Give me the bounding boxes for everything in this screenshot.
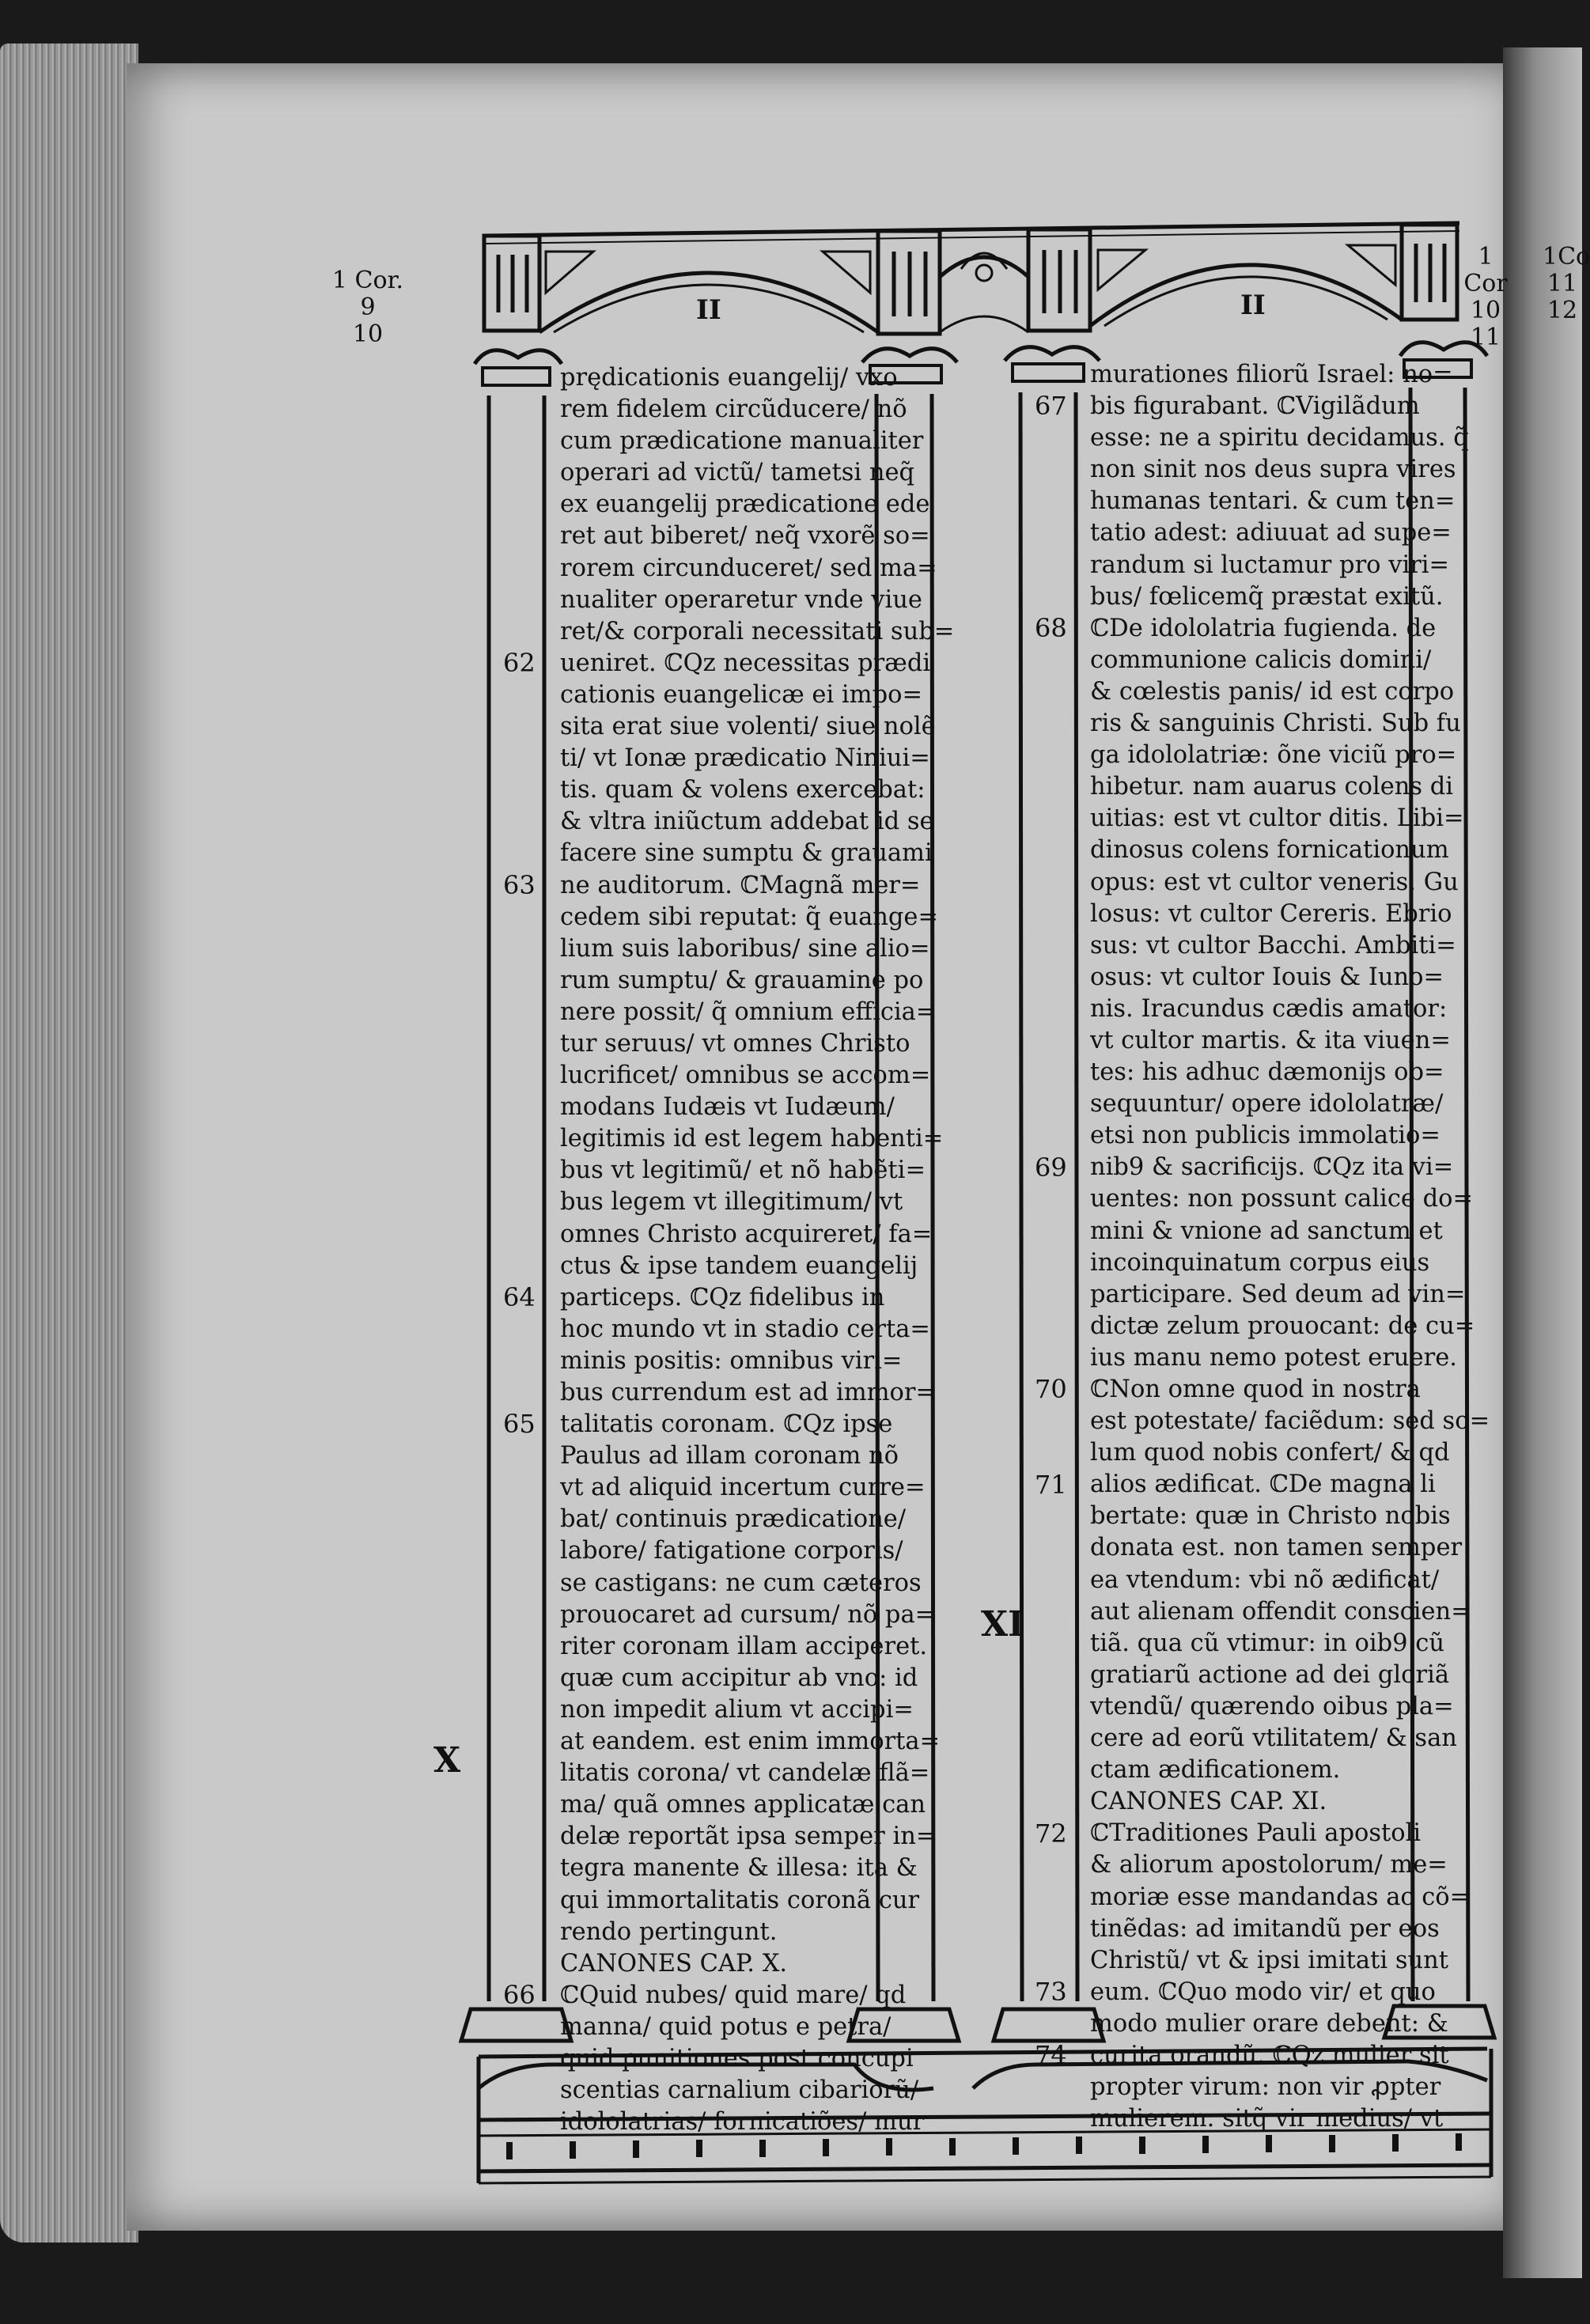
text-line: & vltra iniũctum addebat id se	[560, 808, 934, 836]
text-line: lium suis laboribus/ sine alio=	[560, 934, 930, 963]
margin-reference-item: 9	[360, 293, 376, 321]
text-line: tes: his adhuc dæmonijs ob=	[1090, 1058, 1444, 1087]
text-line: curita orandũ. ℂQz mulier sit	[1090, 2041, 1449, 2069]
text-line: at eandem. est enim immorta=	[560, 1728, 941, 1756]
text-line: osus: vt cultor Iouis & Iuno=	[1090, 963, 1444, 991]
text-line: talitatis coronam. ℂQz ipse	[560, 1410, 893, 1439]
text-line: ueniret. ℂQz necessitas prædi	[560, 649, 931, 677]
text-line: ris & sanguinis Christi. Sub fu	[1090, 710, 1461, 738]
text-line: prouocaret ad cursum/ nõ pa=	[560, 1600, 936, 1629]
text-line: operari ad victũ/ tametsi neq̃	[560, 459, 915, 487]
text-line: rorem circunduceret/ sed ma=	[560, 554, 937, 582]
text-line: incoinquinatum corpus eius	[1090, 1248, 1430, 1277]
column-number-right: II	[1240, 290, 1266, 321]
text-line: communione calicis domini/	[1090, 645, 1432, 674]
text-line: uitias: est vt cultor ditis. Libi=	[1090, 804, 1464, 833]
chapter-marker-xi: XI	[981, 1604, 1024, 1645]
margin-reference-item: 1 Cor	[1463, 243, 1508, 297]
margin-reference-item: 1 Cor.	[331, 267, 404, 294]
text-line: modans Iudæis vt Iudæum/	[560, 1093, 895, 1122]
text-line: mini & vnione ad sanctum et	[1090, 1217, 1443, 1245]
text-line: non sinit nos deus supra vires	[1090, 456, 1456, 484]
text-line: se castigans: ne cum cæteros	[560, 1569, 922, 1597]
text-line: manna/ quid potus e petra/	[560, 2012, 892, 2041]
text-line: rem fidelem circũducere/ nõ	[560, 396, 907, 424]
text-line: ti/ vt Ionæ prædicatio Niniui=	[560, 744, 930, 773]
text-line: particeps. ℂQz fidelibus in	[560, 1283, 885, 1312]
text-line: gratiarũ actione ad dei gloriã	[1090, 1660, 1450, 1689]
section-number: 73	[1035, 1977, 1067, 2008]
section-number: 65	[503, 1409, 536, 1440]
text-line: rendo pertingunt.	[560, 1917, 778, 1946]
text-line: quæ cum accipitur ab vno: id	[560, 1664, 918, 1692]
text-line: moriæ esse mandandas ac cõ=	[1090, 1883, 1471, 1911]
text-line: lucrificet/ omnibus se accom=	[560, 1062, 931, 1090]
text-line: murationes filiorũ Israel: no=	[1090, 361, 1453, 388]
text-line: eum. ℂQuo modo vir/ et quo	[1090, 1978, 1436, 2006]
text-line: & cœlestis panis/ id est corpo	[1090, 677, 1455, 706]
text-line: qui immortalitatis coronã cur	[560, 1886, 920, 1914]
text-line: delæ reportãt ipsa semper in=	[560, 1822, 937, 1851]
text-line: lum quod nobis confert/ & qd	[1090, 1439, 1450, 1467]
text-line: randum si luctamur pro viri=	[1090, 551, 1450, 579]
text-line: idololatrias/ fornicatiões/ mur	[560, 2108, 925, 2137]
page-fore-edge	[0, 44, 138, 2243]
text-line: dinosus colens fornicationum	[1090, 836, 1449, 865]
margin-reference-left	[316, 267, 419, 348]
text-line: bus vt legitimũ/ et nõ habẽti=	[560, 1156, 926, 1185]
text-line: participare. Sed deum ad vin=	[1090, 1280, 1466, 1308]
section-number: 72	[1035, 1818, 1067, 1849]
text-line: propter virum: non vir ꝓpter	[1090, 2073, 1441, 2102]
book-gutter	[1503, 47, 1590, 2278]
section-number: 62	[503, 647, 536, 678]
text-line: tinẽdas: ad imitandũ per eos	[1090, 1914, 1440, 1943]
text-line: tatio adest: adiuuat ad supe=	[1090, 519, 1452, 547]
section-number: 71	[1035, 1469, 1067, 1500]
text-line: vt ad aliquid incertum curre=	[560, 1474, 926, 1502]
text-line: donata est. non tamen semper	[1090, 1534, 1463, 1562]
text-line: nere possit/ q̃ omnium efficia=	[560, 997, 937, 1026]
text-line: vt cultor martis. & ita viuen=	[1090, 1026, 1451, 1054]
text-line: bus currendum est ad immor=	[560, 1379, 937, 1406]
section-number: 67	[1035, 391, 1067, 422]
text-line: cationis euangelicæ ei impo=	[560, 680, 923, 709]
text-line: & aliorum apostolorum/ me=	[1090, 1851, 1448, 1879]
text-line: dictæ zelum prouocant: de cu=	[1090, 1312, 1475, 1340]
text-line: Christũ/ vt & ipsi imitati sunt	[1090, 1946, 1449, 1974]
text-line: ℂNon omne quod in nostra	[1090, 1376, 1421, 1403]
text-line: bus/ fœlicemq̃ præstat exitũ.	[1090, 582, 1444, 611]
text-line: Paulus ad illam coronam nõ	[560, 1442, 899, 1470]
text-column-left	[560, 362, 954, 2138]
text-line: riter coronam illam acciperet.	[560, 1632, 928, 1660]
text-line: ctus & ipse tandem euangelij	[560, 1251, 918, 1280]
margin-reference-edge	[1543, 243, 1590, 324]
text-line: ex euangelij prædicatione ede	[560, 490, 930, 519]
text-line: ret/& corporali necessitati sub=	[560, 617, 955, 645]
column-number-left: II	[696, 294, 721, 326]
text-line: non impedit alium vt accipi=	[560, 1695, 914, 1724]
text-line: aut alienam offendit conscien=	[1090, 1597, 1471, 1626]
section-number: 63	[503, 869, 536, 900]
text-line: labore/ fatigatione corporis/	[560, 1537, 903, 1565]
chapter-marker-x: X	[433, 1740, 461, 1781]
text-line: vtendũ/ quærendo oibus pla=	[1090, 1692, 1454, 1720]
margin-reference-item: 1Co	[1543, 243, 1590, 271]
text-line: uentes: non possunt calice do=	[1090, 1185, 1474, 1213]
text-line: cedem sibi reputat: q̃ euange=	[560, 903, 939, 931]
margin-reference-right	[1454, 244, 1517, 351]
text-line: nualiter operaretur vnde viue	[560, 585, 922, 614]
text-line: esse: ne a spiritu decidamus. q̃	[1090, 424, 1469, 452]
text-line: mulierem. sitq̃ vir medius/ vt	[1090, 2105, 1444, 2133]
text-line: hibetur. nam auarus colens di	[1090, 773, 1454, 801]
text-line: quid punitiones post concupi	[560, 2044, 914, 2072]
section-number: 69	[1035, 1152, 1067, 1183]
text-line: minis positis: omnibus viri=	[560, 1346, 903, 1375]
section-number: 70	[1035, 1374, 1067, 1405]
text-line: sus: vt cultor Bacchi. Ambiti=	[1090, 931, 1456, 960]
text-line: prędicationis euangelij/ vxo	[560, 364, 898, 392]
section-number: 74	[1035, 2040, 1067, 2071]
text-line: ga idololatriæ: õne viciũ pro=	[1090, 741, 1457, 770]
text-line: scentias carnalium cibariorũ/	[560, 2076, 919, 2105]
text-line: CANONES CAP. X.	[560, 1949, 788, 1978]
text-line: tegra manente & illesa: ita &	[560, 1854, 918, 1883]
section-number: 66	[503, 1980, 536, 2011]
text-line: ret aut biberet/ neq̃ vxorẽ so=	[560, 522, 930, 551]
text-line: cum prædicatione manualiter	[560, 427, 924, 456]
section-number: 64	[503, 1281, 536, 1312]
text-line: ius manu nemo potest eruere.	[1090, 1343, 1457, 1372]
text-line: ma/ quã omnes applicatæ can	[560, 1791, 926, 1819]
text-line: legitimis id est legem habenti=	[560, 1125, 944, 1153]
text-line: sita erat siue volenti/ siue nolẽ	[560, 713, 936, 741]
text-line: est potestate/ faciẽdum: sed so=	[1090, 1407, 1490, 1436]
text-line: tur seruus/ vt omnes Christo	[560, 1029, 910, 1058]
text-line: alios ædificat. ℂDe magna li	[1090, 1470, 1436, 1499]
text-line: cere ad eorũ vtilitatem/ & san	[1090, 1724, 1457, 1753]
text-line: ℂDe idololatria fugienda. de	[1090, 614, 1437, 642]
text-line: humanas tentari. & cum ten=	[1090, 487, 1456, 516]
text-line: ℂTraditiones Pauli apostoli	[1090, 1819, 1422, 1848]
text-line: omnes Christo acquireret/ fa=	[560, 1220, 933, 1248]
text-line: CANONES CAP. XI.	[1090, 1788, 1327, 1816]
section-number: 68	[1035, 612, 1067, 643]
text-line: bus legem vt illegitimum/ vt	[560, 1188, 903, 1217]
text-column-right	[1090, 359, 1490, 2135]
margin-reference-item: 11	[1546, 270, 1578, 297]
margin-reference-item: 12	[1546, 297, 1578, 324]
text-line: litatis corona/ vt candelæ flã=	[560, 1759, 930, 1788]
text-line: nis. Iracundus cædis amator:	[1090, 994, 1448, 1023]
text-line: bis figurabant. ℂVigilãdum	[1090, 392, 1420, 421]
text-line: ea vtendum: vbi nõ ædificat/	[1090, 1565, 1440, 1594]
text-line: ctam ædificationem.	[1090, 1756, 1341, 1785]
text-line: bat/ continuis prædicatione/	[560, 1505, 907, 1534]
text-line: sequuntur/ opere idololatræ/	[1090, 1090, 1444, 1118]
text-line: nib9 & sacrificijs. ℂQz ita vi=	[1090, 1153, 1454, 1182]
text-line: tis. quam & volens exercebat:	[560, 776, 926, 804]
text-line: losus: vt cultor Cereris. Ebrio	[1090, 899, 1452, 928]
text-line: rum sumptu/ & grauamine po	[560, 966, 924, 994]
text-line: modo mulier orare debent: &	[1090, 2009, 1448, 2038]
text-line: tiã. qua cũ vtimur: in oib9 cũ	[1090, 1629, 1444, 1657]
text-line: bertate: quæ in Christo nobis	[1090, 1502, 1451, 1531]
margin-reference-item: 11	[1470, 324, 1501, 351]
text-line: etsi non publicis immolatio=	[1090, 1122, 1440, 1150]
margin-reference-item: 10	[1470, 297, 1501, 324]
margin-reference-item: 10	[352, 320, 384, 348]
text-line: opus: est vt cultor veneris. Gu	[1090, 868, 1459, 896]
text-line: hoc mundo vt in stadio certa=	[560, 1315, 930, 1343]
text-line: ℂQuid nubes/ quid mare/ qd	[560, 1981, 907, 2009]
text-line: facere sine sumptu & grauami	[560, 839, 933, 868]
text-line: ne auditorum. ℂMagnã mer=	[560, 871, 921, 899]
